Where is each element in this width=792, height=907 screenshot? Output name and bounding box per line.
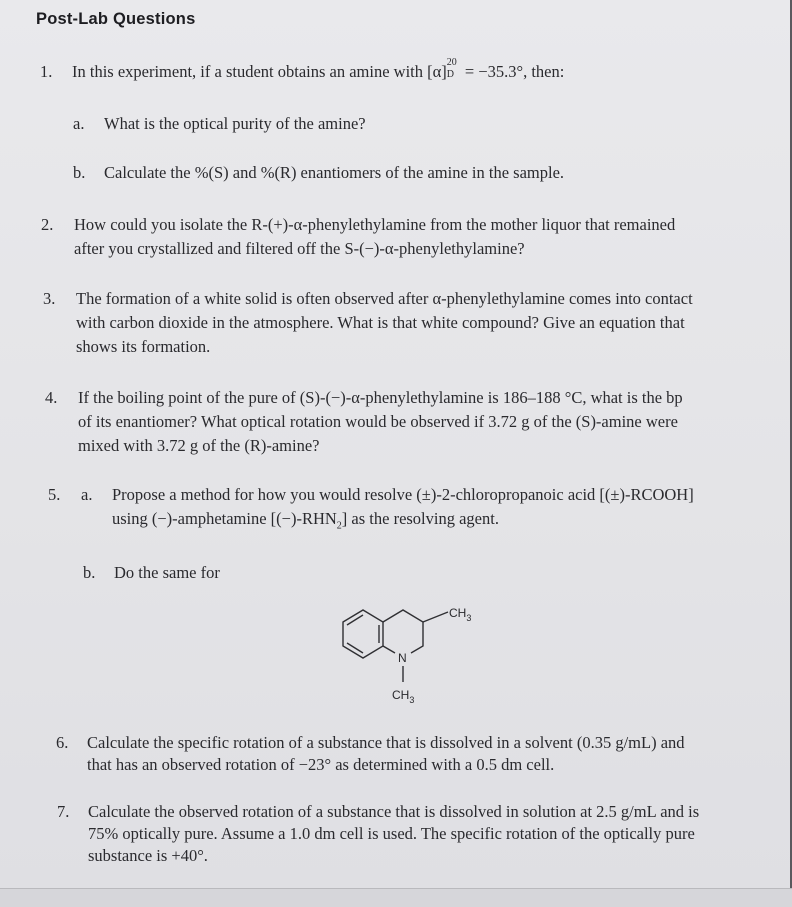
question-text-pre: In this experiment, if a student obtains an amine with [α]	[72, 62, 447, 81]
question-number: 6.	[56, 733, 69, 752]
question-number: 1.	[40, 62, 53, 81]
question-number: 4.	[45, 388, 58, 407]
question-line: How could you isolate the R-(+)-α-phenylethylamine from the mother liquor that remained	[74, 215, 676, 234]
subpart-text: Calculate the %(S) and %(R) enantiomers of the amine in the sample.	[104, 163, 565, 182]
double-bond	[347, 615, 363, 625]
double-bond	[347, 643, 363, 653]
methyl-label-top: $CH_3$	[449, 606, 472, 623]
page-bottom-edge	[0, 888, 792, 907]
question-line: mixed with 3.72 g of the (R)-amine?	[78, 436, 320, 455]
tetrahydroquinoline-structure	[330, 596, 500, 706]
structure-bonds	[343, 610, 448, 682]
question-line: If the boiling point of the pure of (S)-(−)-α-phenylethylamine is 186–188 °C, what is the bp	[78, 388, 683, 407]
subpart-text-post: ] as the resolving agent.	[341, 509, 499, 528]
question-text-post: = −35.3°, then:	[460, 62, 565, 81]
subpart-text-pre: using (−)-amphetamine [(−)-RHN	[112, 509, 337, 528]
question-line: that has an observed rotation of −23° as determined with a 0.5 dm cell.	[87, 755, 555, 774]
question-line: The formation of a white solid is often observed after α-phenylethylamine comes into contact	[76, 289, 693, 308]
subpart-text: Do the same for	[114, 563, 220, 582]
subpart-label: a.	[81, 485, 93, 504]
subpart-label: a.	[73, 114, 85, 133]
subpart-label: b.	[73, 163, 86, 182]
question-text	[72, 57, 565, 84]
question-line: shows its formation.	[76, 337, 211, 356]
page-title: Post-Lab Questions	[36, 10, 196, 28]
question-number: 2.	[41, 215, 54, 234]
subpart-label: b.	[83, 563, 96, 582]
c-n-bond	[383, 646, 395, 653]
question-line: with carbon dioxide in the atmosphere. What is that white compound? Give an equation that	[76, 313, 685, 332]
question-line: of its enantiomer? What optical rotation would be observed if 3.72 g of the (S)-amine were	[78, 412, 678, 431]
nitrogen-label: N	[398, 651, 407, 665]
question-number: 7.	[57, 802, 70, 821]
question-line: Calculate the observed rotation of a substance that is dissolved in solution at 2.5 g/mL and is	[88, 802, 700, 821]
methyl-bond	[423, 612, 448, 622]
question-line: 75% optically pure. Assume a 1.0 dm cell is used. The specific rotation of the optically pure	[88, 824, 695, 843]
temperature-superscript: 20	[446, 57, 457, 68]
subpart-text: Propose a method for how you would resolve (±)-2-chloropropanoic acid [(±)-RCOOH]	[112, 485, 694, 504]
specific-rotation-script	[446, 57, 461, 80]
question-line: Calculate the specific rotation of a substance that is dissolved in a solvent (0.35 g/mL) and	[87, 733, 685, 752]
question-line: after you crystallized and filtered off the S-(−)-α-phenylethylamine?	[74, 239, 525, 258]
nitrogen-subscript: 2	[336, 520, 342, 532]
subpart-text: What is the optical purity of the amine?	[104, 114, 366, 133]
question-line: substance is +40°.	[88, 846, 208, 865]
saturated-ring	[383, 610, 423, 653]
d-line-subscript: D	[446, 69, 454, 80]
question-number: 3.	[43, 289, 56, 308]
subpart-text	[112, 507, 499, 538]
benzene-ring	[343, 610, 383, 658]
question-number: 5.	[48, 485, 61, 504]
methyl-label-bottom: $CH_3$	[392, 688, 415, 705]
